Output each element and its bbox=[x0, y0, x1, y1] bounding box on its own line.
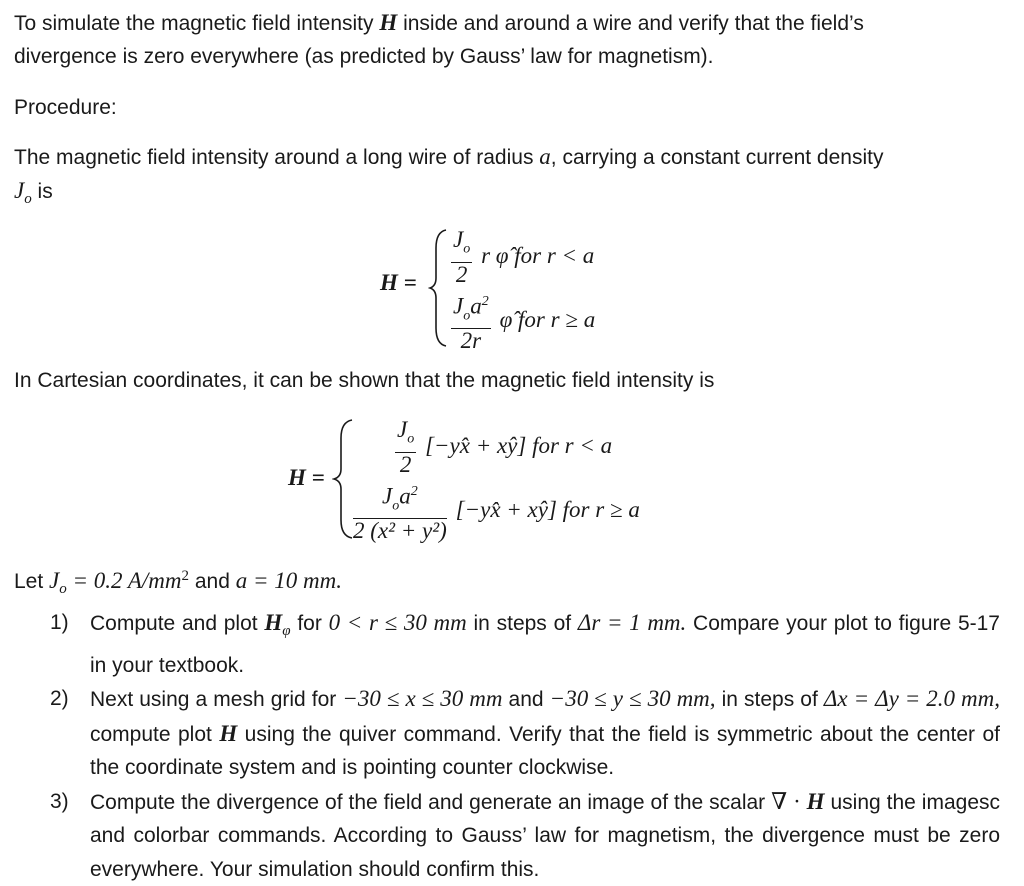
symbol-J: J bbox=[14, 178, 25, 203]
eq1-lhs: H = bbox=[380, 270, 417, 295]
subscript-o: o bbox=[24, 191, 32, 208]
eq1-case2-den: 2r bbox=[460, 328, 482, 354]
eq1-case1-frac bbox=[451, 228, 472, 287]
intro-text: To simulate the magnetic field intensity bbox=[14, 12, 380, 35]
symbol-H: H bbox=[379, 10, 398, 35]
let-and: and bbox=[189, 570, 236, 593]
symbol-a: a bbox=[539, 144, 551, 169]
step-text: using the imagesc and colorbar commands. According to Gauss’ law for magnetism, the divergence must be zero everywhere. Your simulation should confirm this. bbox=[90, 790, 1001, 881]
step-text: in steps of bbox=[466, 612, 578, 635]
intro-line-1 bbox=[14, 6, 864, 40]
eq2-case1-den: 2 bbox=[399, 451, 412, 477]
step-text: Compare your plot to figure 5-17 in your textbook. bbox=[90, 612, 1000, 677]
intro-line-2: divergence is zero everywhere (as predicted by Gauss’ law for magnetism). bbox=[14, 45, 714, 68]
let-prefix: Let bbox=[14, 570, 50, 593]
step-3 bbox=[50, 785, 1000, 886]
field-text: is bbox=[31, 180, 53, 203]
step-text: compute plot bbox=[90, 722, 220, 746]
eq1-case1-num: J bbox=[453, 227, 464, 252]
step-number: 3) bbox=[50, 789, 69, 813]
step-size: Δx = Δy = 2.0 mm, bbox=[823, 686, 1000, 712]
cartesian-text: In Cartesian coordinates, it can be shown that the magnetic field intensity is bbox=[14, 369, 715, 392]
step-text: Next using a mesh grid for bbox=[90, 688, 343, 712]
eq1-brace bbox=[428, 228, 450, 348]
symbol-H: H bbox=[264, 610, 283, 635]
step-text: Compute the divergence of the field and generate an image of the scalar bbox=[90, 790, 772, 814]
eq2-case2-num: J bbox=[382, 483, 393, 509]
eq2-case2-num-sub: o bbox=[392, 498, 400, 514]
eq2-case1-num: J bbox=[397, 417, 408, 442]
field-text-line-2 bbox=[14, 174, 53, 216]
let-line bbox=[14, 560, 342, 606]
let-J-sub: o bbox=[59, 581, 67, 598]
eq2-case2-rest: [−yx̂ + xŷ] for r ≥ a bbox=[455, 497, 640, 523]
eq2-case2-num-tail: a bbox=[399, 483, 411, 509]
eq1-case2-num-tail: a bbox=[470, 293, 482, 319]
eq2-lhs: H = bbox=[288, 465, 325, 490]
step-text: Compute and plot bbox=[90, 612, 265, 635]
eq2-case2-den: 2 (x² + y²) bbox=[353, 518, 447, 544]
eq2-case2-frac bbox=[353, 480, 447, 543]
field-text: , carrying a constant current density bbox=[550, 146, 884, 169]
subscript-phi: φ bbox=[282, 623, 291, 640]
range-x: −30 ≤ x ≤ 30 mm bbox=[342, 686, 503, 712]
range-r: 0 < r ≤ 30 mm bbox=[328, 610, 467, 635]
step-number: 2) bbox=[50, 687, 69, 711]
eq1-case1-rest: r φ̂ for r < a bbox=[481, 242, 595, 268]
let-J-sup: 2 bbox=[181, 568, 190, 584]
step-number: 1) bbox=[50, 611, 69, 634]
let-J-value: = 0.2 A/mm bbox=[66, 568, 182, 593]
eq1-case1-den: 2 bbox=[455, 261, 468, 287]
step-text: in steps of bbox=[715, 688, 824, 712]
intro-text: inside and around a wire and verify that the field’s bbox=[397, 12, 864, 35]
eq1-case-2 bbox=[448, 290, 595, 353]
eq2-case1-frac bbox=[395, 418, 416, 477]
divergence-operator: ∇ · bbox=[771, 788, 807, 814]
procedure-label: Procedure: bbox=[14, 96, 117, 119]
symbol-H: H bbox=[806, 788, 825, 814]
eq1-case1-num-sub: o bbox=[463, 241, 471, 257]
eq2-case2-num-sup: 2 bbox=[410, 484, 418, 499]
field-text-line-1 bbox=[14, 140, 883, 174]
eq1-case2-num: J bbox=[453, 293, 464, 319]
eq1-case2-frac bbox=[451, 290, 491, 353]
range-y: −30 ≤ y ≤ 30 mm, bbox=[549, 686, 716, 712]
let-J: J bbox=[49, 568, 60, 593]
eq1-case-1 bbox=[448, 228, 594, 287]
step-text: for bbox=[290, 612, 329, 635]
step-2 bbox=[50, 682, 1000, 785]
eq1-case2-rest: φ̂ for r ≥ a bbox=[499, 307, 596, 333]
procedure-steps bbox=[50, 606, 1000, 886]
step-text: using the quiver command. Verify that the field is symmetric about the center of the coordinate system and is pointing counter clockwise. bbox=[90, 722, 1000, 780]
eq1-case2-num-sub: o bbox=[463, 308, 471, 324]
let-a-value: a = 10 mm. bbox=[235, 568, 342, 593]
symbol-H: H bbox=[219, 720, 238, 746]
field-text: The magnetic field intensity around a long wire of radius bbox=[14, 146, 540, 169]
eq2-case1-rest: [−yx̂ + xŷ] for r < a bbox=[425, 432, 613, 458]
step-1 bbox=[50, 606, 1000, 682]
eq1-case2-num-sup: 2 bbox=[481, 294, 489, 309]
eq2-case-1 bbox=[392, 418, 612, 477]
eq2-case1-num-sub: o bbox=[407, 431, 415, 447]
step-size: Δr = 1 mm. bbox=[577, 610, 687, 635]
step-text: and bbox=[502, 688, 550, 712]
eq2-case-2 bbox=[350, 480, 640, 543]
